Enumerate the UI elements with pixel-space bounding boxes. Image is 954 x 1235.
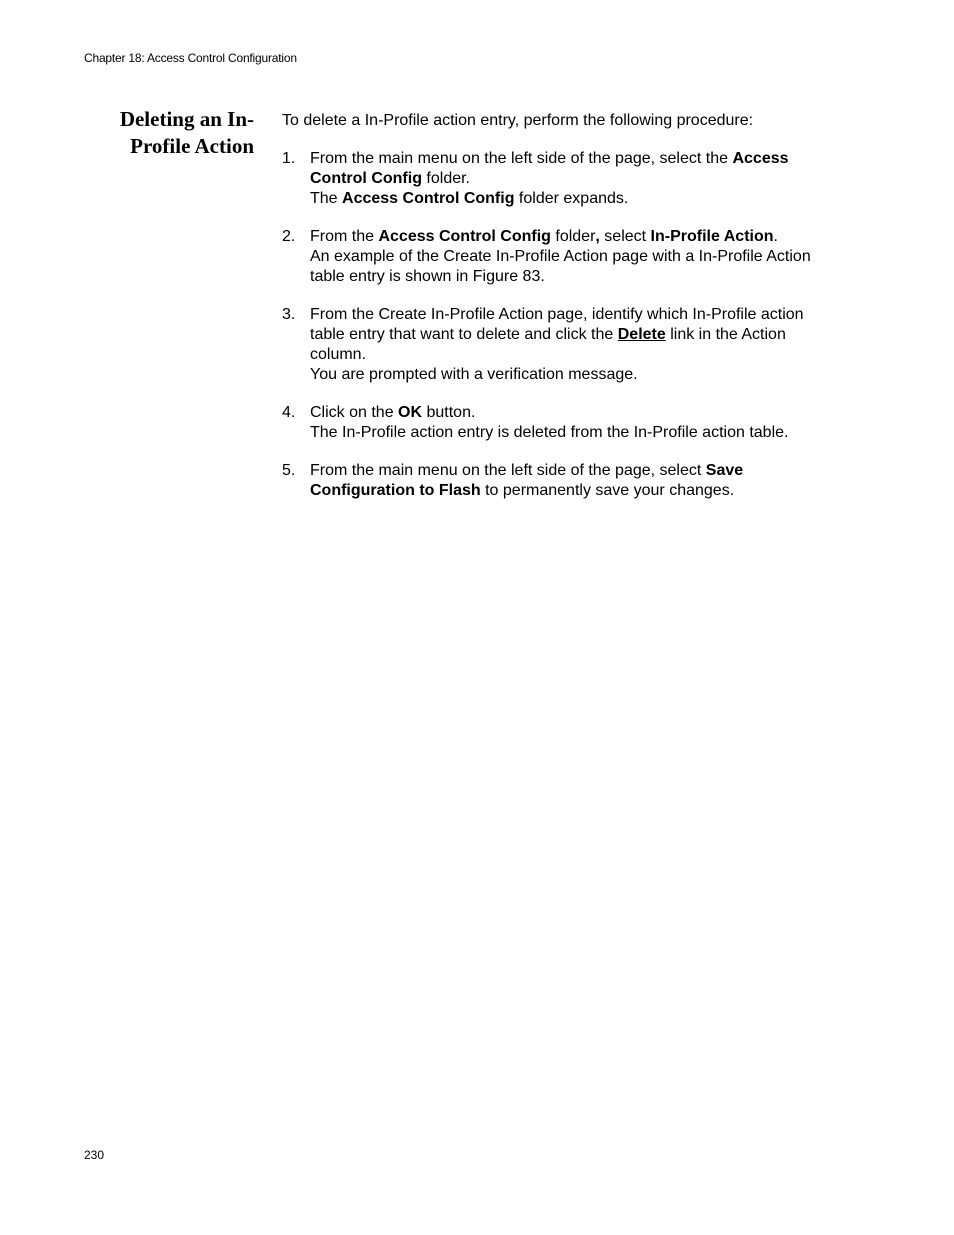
step-text: From the main menu on the left side of the page, select the [310, 150, 733, 167]
step-2 [282, 227, 842, 287]
step-number: 1. [282, 150, 296, 167]
step-number: 3. [282, 306, 296, 323]
step-result: The In-Profile action entry is deleted from the In-Profile action table. [310, 424, 789, 441]
procedure-content [282, 111, 842, 519]
step-bold-text: Save Configuration to Flash [310, 462, 744, 499]
step-instruction [310, 403, 842, 423]
step-text: From the main menu on the left side of the page, select [310, 462, 706, 479]
step-text: . [773, 228, 778, 245]
running-header: Chapter 18: Access Control Configuration [84, 51, 297, 65]
step-3 [282, 305, 842, 385]
step-bold-text: OK [398, 404, 423, 421]
step-text: Click on the [310, 404, 399, 421]
step-bold-text: In-Profile Action [650, 228, 774, 245]
step-text: button. [422, 404, 476, 421]
step-instruction [310, 227, 842, 247]
section-heading [84, 106, 254, 160]
step-result: You are prompted with a verification message. [310, 366, 638, 383]
step-1 [282, 149, 842, 209]
step-text: The [310, 190, 343, 207]
step-number: 4. [282, 404, 296, 421]
step-result [310, 189, 842, 209]
step-bold-text: Access Control Config [378, 228, 551, 245]
step-text: folder. [421, 170, 470, 187]
step-text: From the [310, 228, 379, 245]
step-instruction [310, 461, 842, 501]
step-instruction [310, 149, 842, 189]
step-result: An example of the Create In-Profile Action page with a In-Profile Action table entry is shown in Figure 83. [310, 248, 811, 285]
section-heading-line-1: Deleting an In- [119, 107, 254, 131]
step-bold-text: , [595, 228, 600, 245]
intro-paragraph: To delete a In-Profile action entry, perform the following procedure: [282, 112, 754, 129]
step-instruction [310, 305, 842, 365]
page-number: 230 [84, 1148, 105, 1162]
step-5 [282, 461, 842, 501]
step-text: folder [550, 228, 596, 245]
step-text: select [599, 228, 651, 245]
step-text: folder expands. [514, 190, 629, 207]
step-text: to permanently save your changes. [480, 482, 735, 499]
step-text: link in the Action column. [310, 326, 786, 363]
step-4 [282, 403, 842, 443]
step-text: From the Create In-Profile Action page, identify which In-Profile action table entry that want to delete and click the [310, 306, 804, 343]
procedure-steps [282, 149, 842, 501]
step-bold-text: Access Control Config [310, 150, 789, 187]
step-number: 5. [282, 462, 296, 479]
delete-link[interactable]: Delete [617, 326, 666, 343]
section-heading-line-2: Profile Action [130, 134, 254, 158]
step-bold-text: Access Control Config [342, 190, 515, 207]
step-number: 2. [282, 228, 296, 245]
